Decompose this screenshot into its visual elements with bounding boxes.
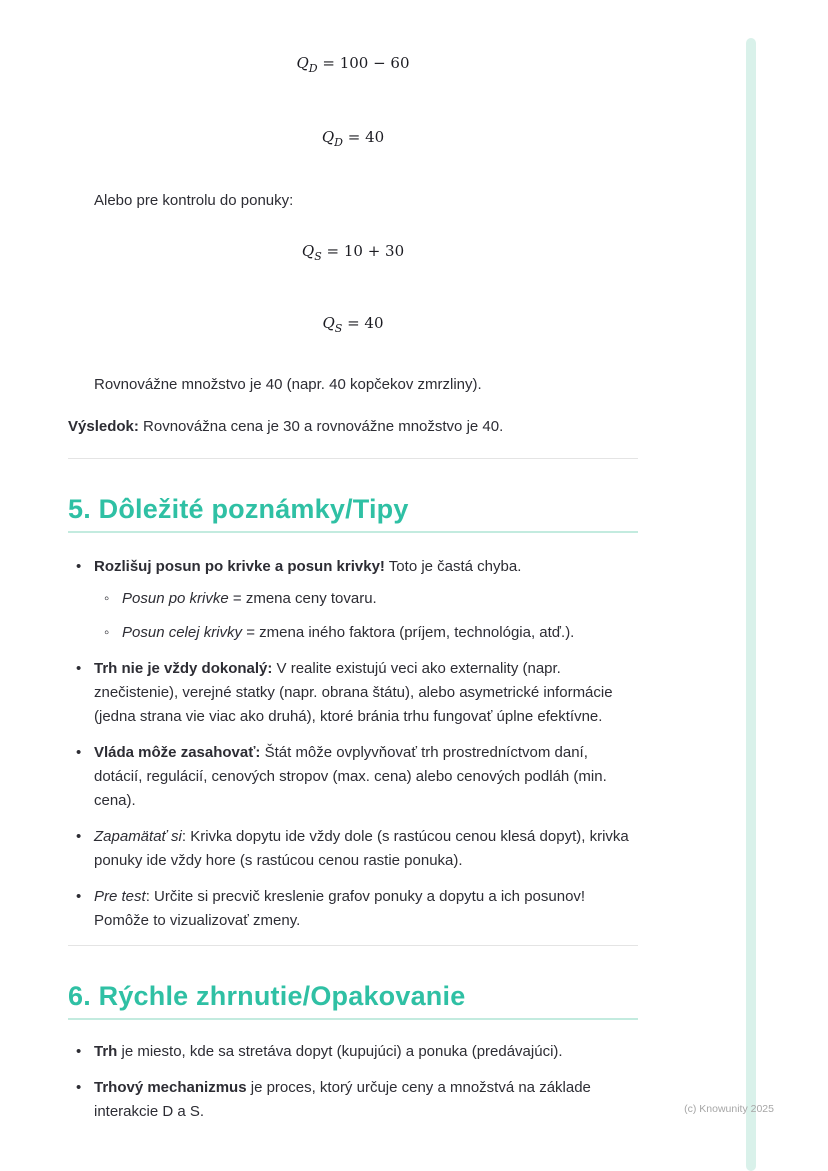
math-variable: Q (301, 242, 315, 260)
sub-item-text: = zmena ceny tovaru. (228, 590, 377, 607)
math-expression: = 100 − 60 (317, 54, 410, 72)
section-divider (68, 458, 638, 459)
list-item-bold: Trhový mechanizmus (94, 1079, 247, 1096)
paragraph-result (68, 415, 638, 439)
section6-list (68, 1040, 638, 1124)
list-item-text: : Určite si precvič kreslenie grafov ponuky a dopytu a ich posunov! Pomôže to vizualizovať zmeny. (94, 888, 586, 929)
section-divider (68, 945, 638, 946)
list-item-text: V realite existujú veci ako externality (napr. znečistenie), verejné statky (napr. obrana štátu), alebo asymetrické informácie (jedna strana vie viac ako druhá), ktoré bránia trhu fungovať úplne efektívne. (94, 660, 613, 725)
result-label: Výsledok: (68, 418, 139, 435)
section5-heading: 5. Dôležité poznámky/Tipy (68, 494, 409, 524)
paragraph-quantity-note: Rovnovážne množstvo je 40 (napr. 40 kopčekov zmrzliny). (94, 376, 482, 393)
list-item-text: Toto je častá chyba. (384, 558, 522, 575)
list-item-text: : Krivka dopytu ide vždy dole (s rastúcou cenou klesá dopyt), krivka ponuky ide vždy hore (s rastúcou cenou rastie ponuka). (94, 828, 629, 869)
section6-heading-underline (68, 1018, 638, 1020)
equation-qd-1 (68, 53, 638, 79)
list-item (68, 825, 638, 873)
list-item-bold: Vláda môže zasahovať: (94, 744, 261, 761)
sub-item-italic: Posun po krivke (122, 590, 229, 607)
section5-heading-underline (68, 531, 638, 533)
list-item (68, 1076, 638, 1124)
equation-qd-2 (68, 127, 638, 153)
list-item (68, 741, 638, 813)
math-variable: Q (322, 314, 335, 332)
list-item-bold: Trh nie je vždy dokonalý: (94, 660, 273, 677)
math-subscript: D (334, 136, 343, 149)
footer-copyright: (c) Knowunity 2025 (684, 1103, 774, 1115)
sub-item-text: = zmena iného faktora (príjem, technológia, atď.). (242, 624, 575, 641)
math-expression: = 40 (342, 128, 385, 146)
equation-qs-2 (68, 313, 638, 339)
list-item-text: je proces, ktorý určuje ceny a množstvá na základe interakcie D a S. (94, 1079, 591, 1120)
list-item-text: Štát môže ovplyvňovať trh prostredníctvom daní, dotácií, regulácií, cenových stropov (max. cena) alebo cenových podláh (min. cena). (94, 744, 607, 809)
math-subscript: S (314, 250, 322, 263)
section6-heading: 6. Rýchle zhrnutie/Opakovanie (68, 981, 466, 1011)
list-item (68, 885, 638, 933)
paragraph-check-intro: Alebo pre kontrolu do ponuky: (94, 192, 294, 209)
list-item-bold: Rozlišuj posun po krivke a posun krivky! (94, 558, 385, 575)
list-item-bold: Trh (94, 1043, 118, 1060)
math-expression: = 10 + 30 (321, 242, 405, 260)
section5-list (68, 555, 638, 933)
list-item (68, 555, 638, 645)
sub-list-item (94, 621, 638, 645)
math-expression: = 40 (342, 314, 384, 332)
scrollbar-thumb[interactable] (746, 38, 756, 1171)
list-item-italic: Pre test (94, 888, 146, 905)
sub-item-italic: Posun celej krivky (122, 624, 243, 641)
math-subscript: S (334, 322, 343, 335)
list-item (68, 657, 638, 729)
list-item (68, 1040, 638, 1064)
list-item-italic: Zapamätať si (94, 828, 182, 845)
math-variable: Q (321, 128, 335, 146)
equation-qs-1 (68, 241, 638, 267)
sub-list (94, 587, 638, 645)
page-content (68, 0, 638, 1136)
list-item-text: je miesto, kde sa stretáva dopyt (kupujúci) a ponuka (predávajúci). (117, 1043, 563, 1060)
math-variable: Q (296, 54, 309, 72)
sub-list-item (94, 587, 638, 611)
math-subscript: D (308, 62, 318, 75)
result-text: Rovnovážna cena je 30 a rovnovážne množstvo je 40. (138, 418, 504, 435)
